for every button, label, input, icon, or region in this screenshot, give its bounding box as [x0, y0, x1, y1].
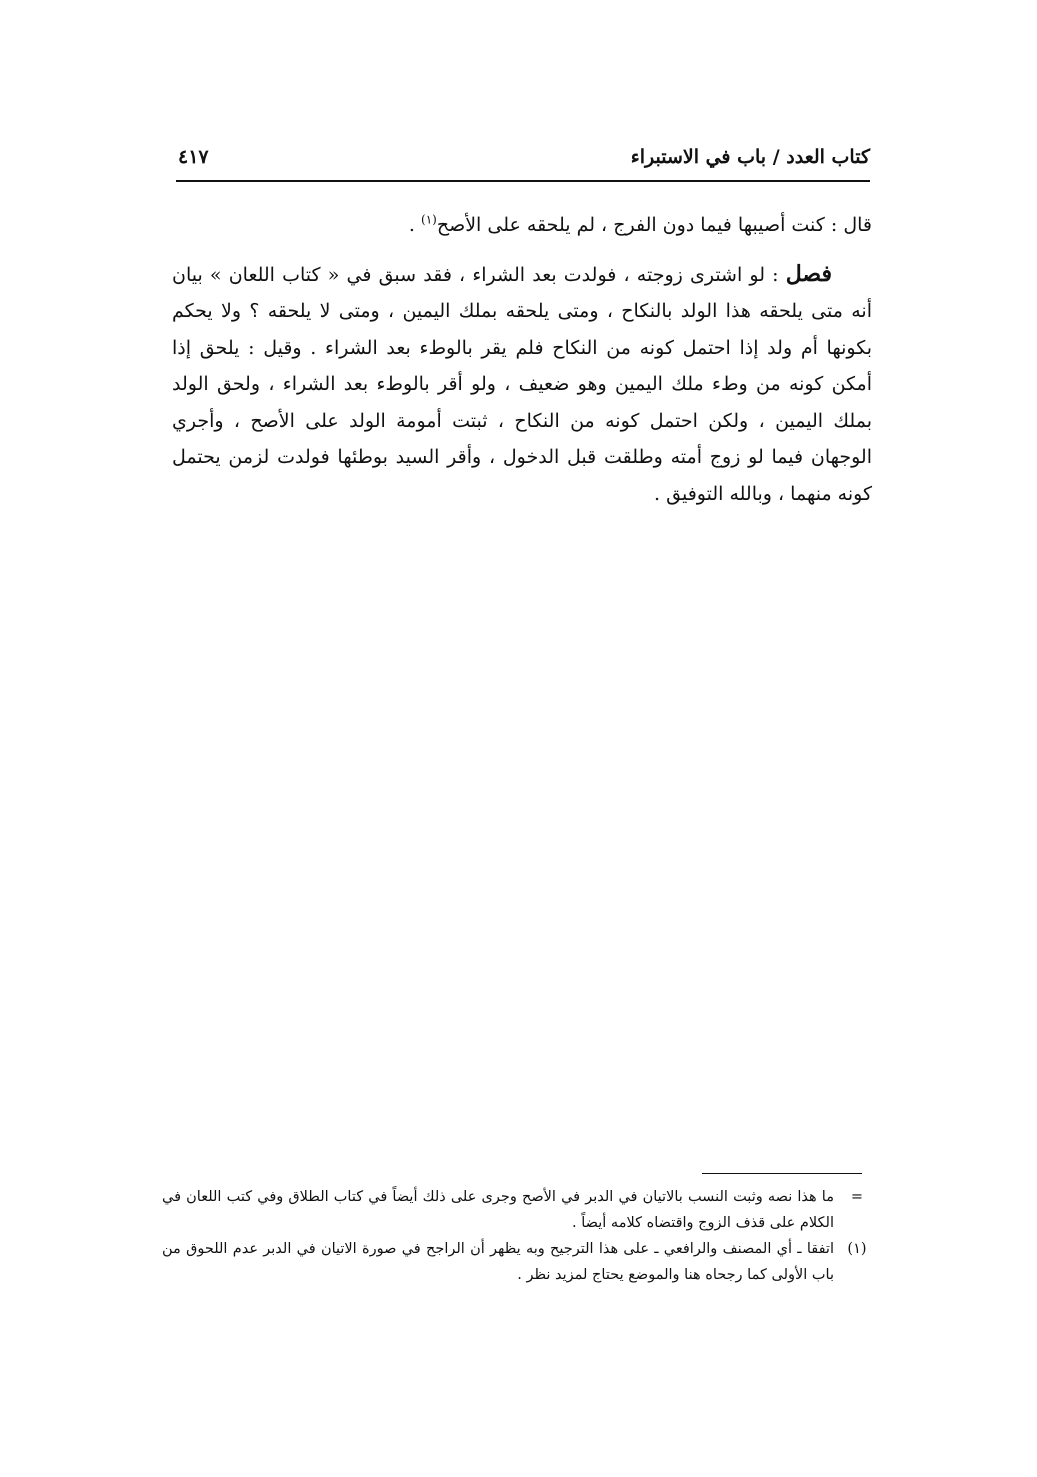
paragraph-1-text: قال : كنت أصيبها فيما دون الفرج ، لم يلحقه على الأصح [436, 214, 872, 236]
footnote-1 [162, 1236, 874, 1288]
header-rule [176, 180, 870, 182]
main-text [172, 207, 872, 512]
paragraph-2-text: : لو اشترى زوجته ، فولدت بعد الشراء ، فقد سبق في « كتاب اللعان » بيان أنه متى يلحقه هذا الولد بالنكاح ، ومتى يلحقه بملك اليمين ، ومتى لا يلحقه ؟ ولا يحكم بكونها أم ولد إذا احتمل كونه من النكاح فلم يقر بالوطء بعد الشراء . وقيل : يلحق إذا أمكن كونه من وطء ملك اليمين وهو ضعيف ، ولو أقر بالوطء بعد الشراء ، ولحق الولد بملك اليمين ، ولكن احتمل كونه من النكاح ، ثبتت أمومة الولد على الأصح ، وأجري الوجهان فيما لو زوج أمته وطلقت قبل الدخول ، وأقر السيد بوطئها فولدت لزمن يحتمل كونه منهما ، وبالله التوفيق . [172, 263, 872, 505]
footnote-reference: (١) [421, 212, 437, 227]
footnote-marker: (١) [847, 1241, 867, 1257]
running-title: كتاب العدد / باب في الاستبراء [630, 146, 870, 168]
footnote-rule [702, 1173, 862, 1174]
footnote-text: ما هذا نصه وثبت النسب بالاتيان في الدبر في الأصح وجرى على ذلك أيضاً في كتاب الطلاق وفي كتب اللعان في الكلام على قذف الزوج واقتضاه كلامه أيضاً . [162, 1189, 834, 1231]
footnote-text: اتفقا ـ أي المصنف والرافعي ـ على هذا الترجيح وبه يظهر أن الراجح في صورة الاتيان في الدبر عدم اللحوق من باب الأولى كما رجحاه هنا والموضع يحتاج لمزيد نظر . [162, 1241, 834, 1283]
footnote-marker: = [850, 1189, 864, 1205]
paragraph-2 [172, 256, 872, 513]
footnote-continuation [162, 1184, 874, 1236]
page-header [176, 142, 870, 182]
page-number: ٤١٧ [178, 146, 209, 168]
paragraph-1-end: . [408, 214, 421, 236]
footnotes [162, 1184, 874, 1288]
paragraph-1 [172, 207, 872, 244]
section-label: فصل [785, 260, 832, 287]
